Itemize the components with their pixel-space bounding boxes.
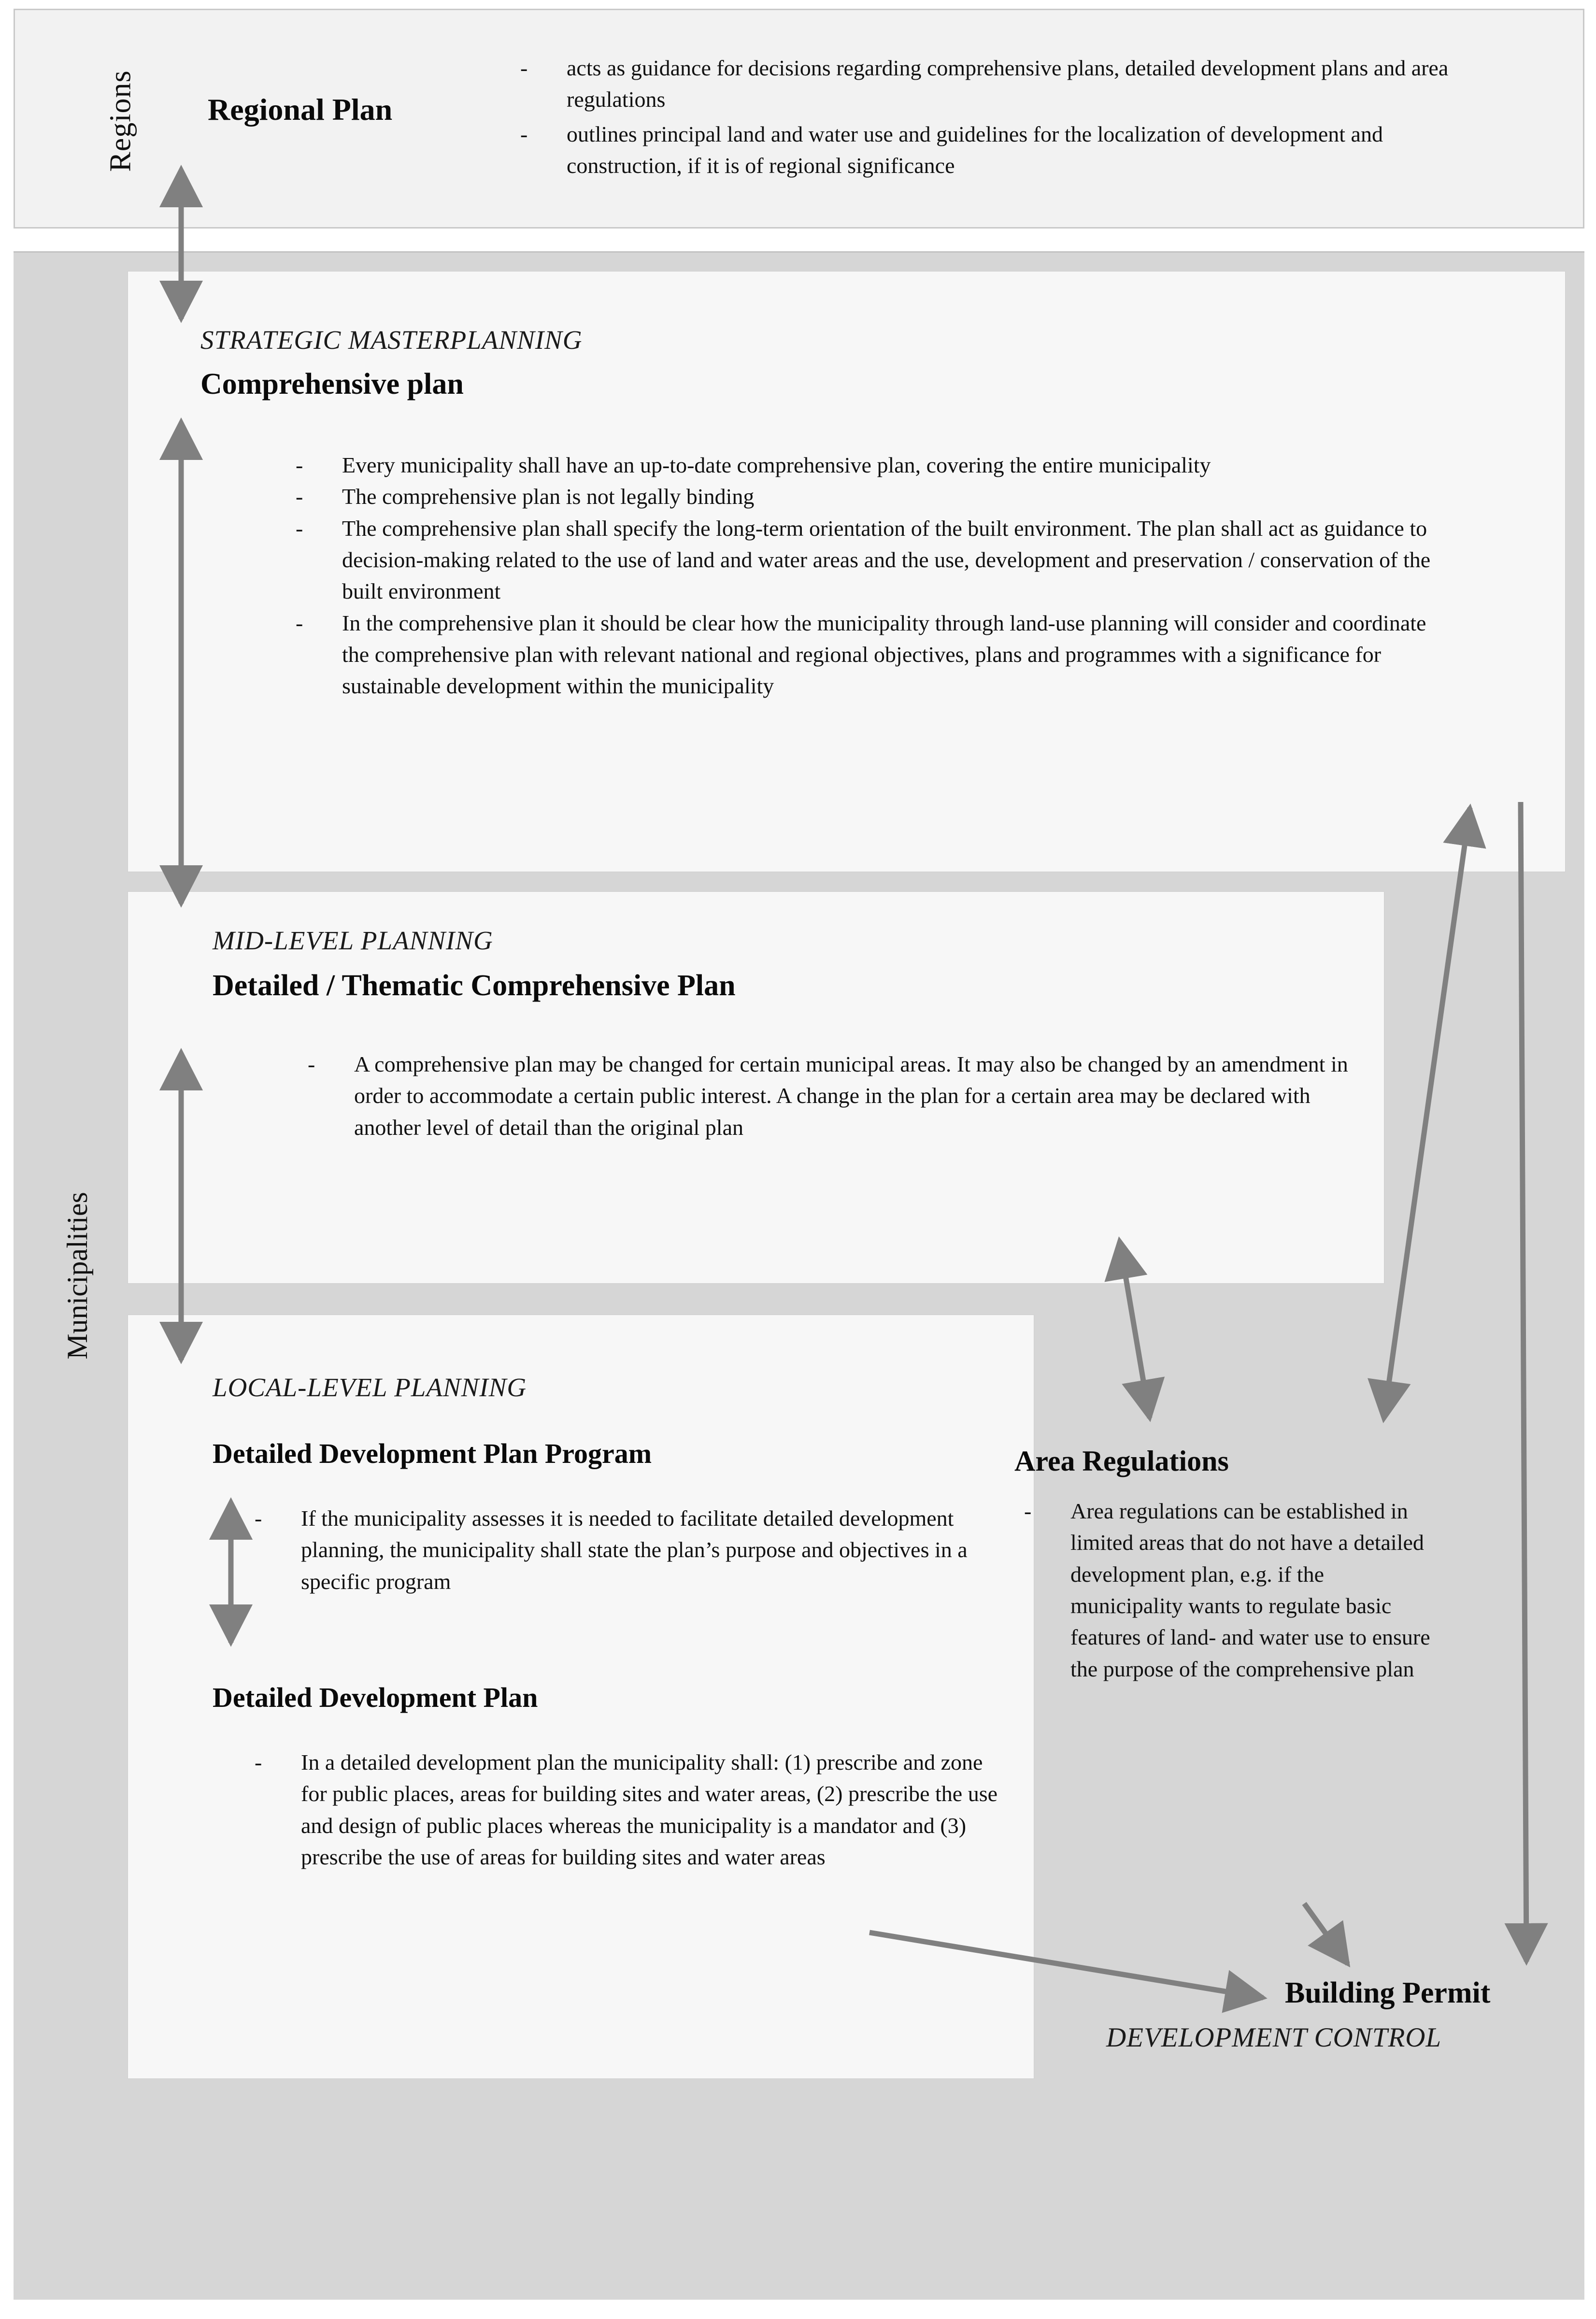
list-item: - A comprehensive plan may be changed for certain municipal areas. It may also be changed by an amendment in order to accommodate a certain public interest. A change in the plan for a certain area may be declared with another level of detail than the original plan xyxy=(297,1048,1360,1143)
development-control-subtitle: DEVELOPMENT CONTROL xyxy=(1106,2022,1442,2053)
strategic-kicker: STRATEGIC MASTERPLANNING xyxy=(200,325,583,355)
area-regulations-title: Area Regulations xyxy=(1014,1445,1229,1477)
list-item: - acts as guidance for decisions regarding comprehensive plans, detailed development plans and area regulations xyxy=(510,52,1500,115)
detailed-thematic-comprehensive-plan-title: Detailed / Thematic Comprehensive Plan xyxy=(213,969,736,1002)
detailed-development-plan-program-title: Detailed Development Plan Program xyxy=(213,1438,652,1469)
regional-plan-title: Regional Plan xyxy=(208,92,393,127)
regions-axis-label-text: Regions xyxy=(104,70,137,172)
local-level-kicker: LOCAL-LEVEL PLANNING xyxy=(213,1373,527,1402)
detailed-development-plan-bullets xyxy=(244,1746,1007,1875)
area-regulations-bullet-list xyxy=(1013,1495,1439,1685)
list-item: - Every municipality shall have an up-to-date comprehensive plan, covering the entire municipality xyxy=(285,449,1459,481)
mid-level-kicker: MID-LEVEL PLANNING xyxy=(213,926,493,955)
building-permit-title: Building Permit xyxy=(1285,1976,1491,2009)
municipalities-axis-label-text: Municipalities xyxy=(61,1191,93,1360)
list-item: - The comprehensive plan shall specify the long-term orientation of the built environment. The plan shall act as guidance to decision-making related to the use of land and water areas and the use, development and preservation / conservation of the built environment xyxy=(285,513,1459,607)
plan-bullet-list xyxy=(244,1746,1007,1873)
comprehensive-plan-title: Comprehensive plan xyxy=(200,368,464,401)
list-item: - Area regulations can be established in limited areas that do not have a detailed development plan, e.g. if the municipality wants to regulate basic features of land- and water use to ensure the purpose of the comprehensive plan xyxy=(1013,1495,1439,1685)
list-item: - The comprehensive plan is not legally binding xyxy=(285,481,1459,512)
detailed-development-plan-program-bullets xyxy=(244,1503,1002,1600)
mid-level-bullet-list xyxy=(297,1048,1360,1143)
regional-plan-bullets xyxy=(510,52,1500,184)
area-regulations-bullets xyxy=(1013,1495,1439,1688)
list-item: - If the municipality assesses it is needed to facilitate detailed development planning, the municipality shall state the plan’s purpose and objectives in a specific program xyxy=(244,1503,1002,1597)
list-item: - outlines principal land and water use and guidelines for the localization of development and construction, if it is of regional significance xyxy=(510,118,1500,182)
list-item: - In the comprehensive plan it should be clear how the municipality through land-use planning will consider and coordinate the comprehensive plan with relevant national and regional objectives, plans and programmes with a significance for sustainable development within the municipality xyxy=(285,607,1459,702)
comprehensive-plan-bullet-list xyxy=(285,449,1459,702)
mid-level-bullets xyxy=(297,1048,1360,1146)
list-item: - In a detailed development plan the municipality shall: (1) prescribe and zone for public places, areas for building sites and water areas, (2) prescribe the use and design of public places whereas the municipality is a mandator and (3) prescribe the use of areas for building sites and water areas xyxy=(244,1746,1007,1873)
detailed-development-plan-title: Detailed Development Plan xyxy=(213,1682,538,1713)
regional-plan-bullet-list xyxy=(510,52,1500,181)
comprehensive-plan-bullets xyxy=(285,449,1459,702)
program-bullet-list xyxy=(244,1503,1002,1597)
